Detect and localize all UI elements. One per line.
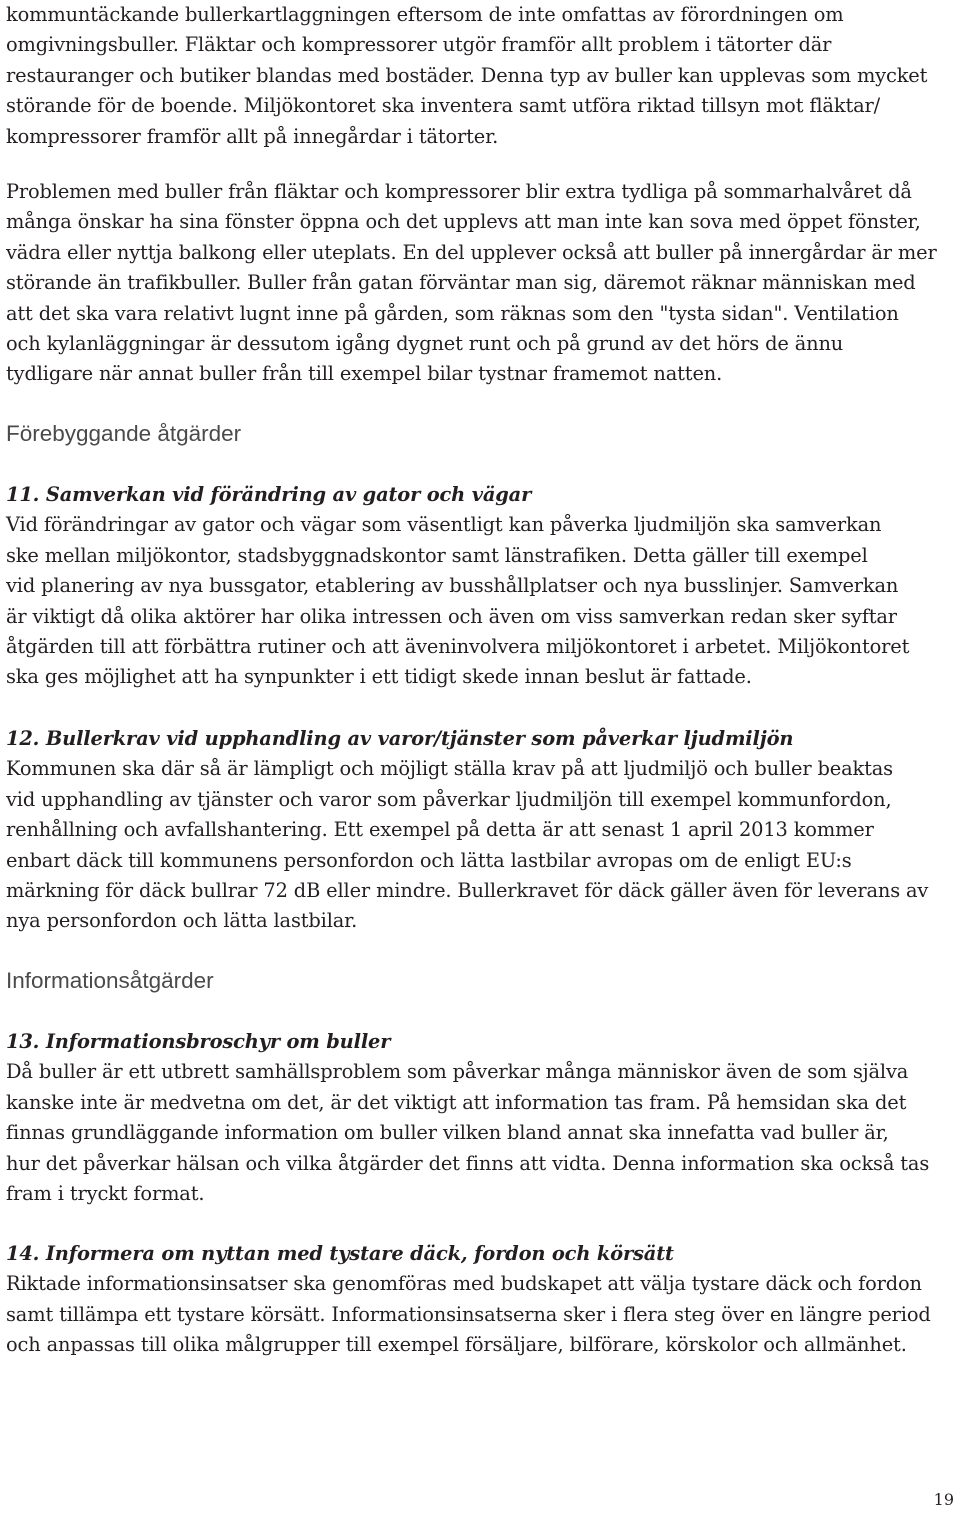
intro-paragraph: [6, 0, 927, 152]
paragraph-line: fram i tryckt format.: [6, 1182, 205, 1206]
paragraph-line: kommuntäckande bullerkartlaggningen eftersom de inte omfattas av förordningen om: [6, 3, 844, 26]
paragraph-line: Kommunen ska där så är lämpligt och möjligt ställa krav på att ljudmiljö och buller beaktas: [6, 757, 893, 781]
paragraph-line: Då buller är ett utbrett samhällsproblem som påverkar många människor även de som själva: [6, 1060, 909, 1084]
paragraph-line: tydligare när annat buller från till exempel bilar tystnar framemot natten.: [6, 362, 723, 386]
paragraph-line: renhållning och avfallshantering. Ett exempel på detta är att senast 1 april 2013 kommer: [6, 818, 874, 842]
paragraph-line: och kylanläggningar är dessutom igång dygnet runt och på grund av det hörs de ännu: [6, 332, 844, 356]
paragraph-line: hur det påverkar hälsan och vilka åtgärder det finns att vidta. Denna information ska också tas: [6, 1151, 930, 1175]
paragraph-line: och anpassas till olika målgrupper till exempel försäljare, bilförare, körskolor och allmänhet.: [6, 1333, 907, 1357]
paragraph-line: kanske inte är medvetna om det, är det viktigt att information tas fram. På hemsidan ska det: [6, 1090, 907, 1114]
paragraph-line: kompressorer framför allt på innegårdar i tätorter.: [6, 124, 499, 148]
item-12: [6, 724, 928, 937]
item-14-heading: 14. Informera om nyttan med tystare däck, fordon och körsätt: [6, 1242, 674, 1265]
item-12-heading: 12. Bullerkrav vid upphandling av varor/tjänster som påverkar ljudmiljön: [6, 727, 794, 750]
item-11-heading: 11. Samverkan vid förändring av gator och vägar: [6, 483, 532, 506]
paragraph-line: störande för de boende. Miljökontoret ska inventera samt utföra riktad tillsyn mot fläktar/: [6, 94, 881, 118]
paragraph-line: samt tillämpa ett tystare körsätt. Informationsinsatserna sker i flera steg över en längre period: [6, 1302, 931, 1326]
paragraph-line: ska ges möjlighet att ha synpunkter i ett tidigt skede innan beslut är fattade.: [6, 665, 752, 689]
paragraph-line: många önskar ha sina fönster öppna och det upplevs att man inte kan sova med öppet fönster,: [6, 210, 921, 234]
paragraph-line: att det ska vara relativt lugnt inne på gården, som räknas som den "tysta sidan". Ventilation: [6, 301, 899, 325]
paragraph-line: nya personfordon och lätta lastbilar.: [6, 909, 358, 933]
item-13: [6, 1027, 929, 1209]
item-11: [6, 480, 909, 693]
paragraph-line: enbart däck till kommunens personfordon och lätta lastbilar avropas om de enligt EU:s: [6, 848, 852, 872]
section-heading-preventive: Förebyggande åtgärder: [6, 421, 242, 446]
paragraph-line: är viktigt då olika aktörer har olika intressen och även om viss samverkan redan sker syftar: [6, 604, 897, 628]
paragraph-line: finnas grundläggande information om buller vilken bland annat ska innefatta vad buller är,: [6, 1121, 889, 1145]
paragraph-line: restauranger och butiker blandas med bostäder. Denna typ av buller kan upplevas som mycket: [6, 63, 928, 87]
paragraph-line: vid upphandling av tjänster och varor som påverkar ljudmiljön till exempel kommunfordon,: [6, 787, 892, 811]
paragraph-line: vid planering av nya bussgator, etablering av busshållplatser och nya busslinjer. Samverkan: [6, 574, 899, 598]
paragraph-line: störande än trafikbuller. Buller från gatan förväntar man sig, däremot räknar människan med: [6, 271, 916, 295]
paragraph-line: Riktade informationsinsatser ska genomföras med budskapet att välja tystare däck och fordon: [6, 1272, 922, 1296]
page-number: 19: [933, 1490, 954, 1509]
paragraph-line: vädra eller nyttja balkong eller uteplats. En del upplever också att buller på innergårdar är mer: [6, 240, 937, 264]
paragraph-line: ske mellan miljökontor, stadsbyggnadskontor samt länstrafiken. Detta gäller till exempel: [6, 543, 868, 567]
section-heading-information: Informationsåtgärder: [6, 968, 214, 993]
item-14: [6, 1239, 931, 1361]
paragraph-line: Vid förändringar av gator och vägar som väsentligt kan påverka ljudmiljön ska samverkan: [6, 513, 882, 537]
paragraph-line: omgivningsbuller. Fläktar och kompressorer utgör framför allt problem i tätorter där: [6, 33, 832, 57]
paragraph-line: åtgärden till att förbättra rutiner och att äveninvolvera miljökontoret i arbetet. Miljökontoret: [6, 635, 910, 659]
item-13-heading: 13. Informationsbroschyr om buller: [6, 1030, 391, 1053]
paragraph-line: Problemen med buller från fläktar och kompressorer blir extra tydliga på sommarhalvåret då: [6, 180, 912, 203]
paragraph-line: märkning för däck bullrar 72 dB eller mindre. Bullerkravet för däck gäller även för leverans av: [6, 879, 929, 903]
problem-paragraph: [6, 177, 937, 390]
